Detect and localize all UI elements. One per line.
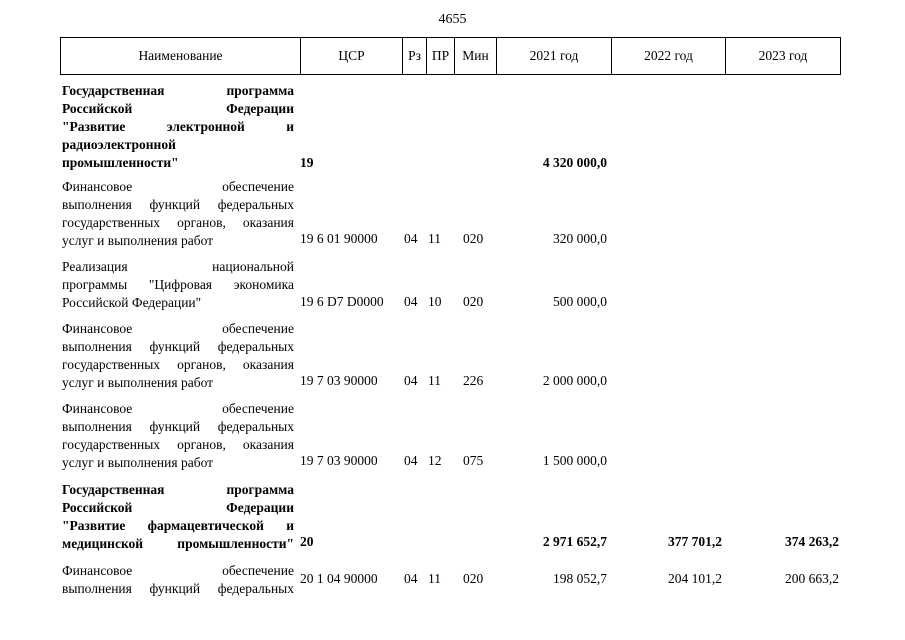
row-min: 020 xyxy=(463,571,484,586)
row-2023: 200 663,2 xyxy=(785,571,839,586)
row-pr: 12 xyxy=(428,453,442,468)
row-name-line: государственных органов, оказания xyxy=(62,437,294,452)
row-csr: 19 7 03 90000 xyxy=(300,373,378,388)
row-2022: 377 701,2 xyxy=(668,534,722,549)
row-name-line: "Развитие фармацевтической и xyxy=(62,518,294,533)
row-2021: 4 320 000,0 xyxy=(542,155,607,170)
row-name xyxy=(62,320,294,392)
row-csr: 19 xyxy=(300,155,314,170)
row-name-line: "Развитие электронной и xyxy=(62,119,294,134)
row-name xyxy=(62,562,294,598)
row-name-line: Государственная программа xyxy=(62,482,294,497)
row-2021: 2 971 652,7 xyxy=(542,534,607,549)
row-name-line: услуг и выполнения работ xyxy=(62,375,214,390)
row-name-line: радиоэлектронной xyxy=(62,137,176,152)
row-name-line: Финансовое обеспечение xyxy=(62,321,294,336)
header-2021: 2021 год xyxy=(497,38,612,74)
row-min: 226 xyxy=(463,373,484,388)
row-name-line: программы "Цифровая экономика xyxy=(62,277,294,292)
page-number: 4655 xyxy=(438,12,467,27)
row-min: 020 xyxy=(463,294,484,309)
row-rz: 04 xyxy=(404,294,418,309)
row-2021: 500 000,0 xyxy=(553,294,607,309)
row-min: 075 xyxy=(463,453,484,468)
row-name-line: Финансовое обеспечение xyxy=(62,401,294,416)
row-name-line: выполнения функций федеральных xyxy=(62,197,294,212)
row-name-line: Реализация национальной xyxy=(62,259,294,274)
row-rz: 04 xyxy=(404,373,418,388)
header-pr: ПР xyxy=(427,38,455,74)
row-2021: 2 000 000,0 xyxy=(542,373,607,388)
row-name-line: Финансовое обеспечение xyxy=(62,563,294,578)
row-pr: 11 xyxy=(428,373,441,388)
header-2022: 2022 год xyxy=(612,38,726,74)
row-name-line: государственных органов, оказания xyxy=(62,215,294,230)
row-name-line: Российской Федерации xyxy=(62,101,294,116)
row-name-line: выполнения функций федеральных xyxy=(62,581,294,596)
header-csr: ЦСР xyxy=(301,38,403,74)
row-rz: 04 xyxy=(404,453,418,468)
row-name-line: услуг и выполнения работ xyxy=(62,233,214,248)
row-rz: 04 xyxy=(404,571,418,586)
row-name-line: выполнения функций федеральных xyxy=(62,419,294,434)
row-name-line: Российской Федерации xyxy=(62,500,294,515)
row-name-line: Финансовое обеспечение xyxy=(62,179,294,194)
header-name: Наименование xyxy=(61,38,301,74)
table-header xyxy=(60,37,841,75)
row-name-line: промышленности" xyxy=(62,155,179,170)
row-name-line: Российской Федерации" xyxy=(62,295,202,310)
row-rz: 04 xyxy=(404,231,418,246)
row-name xyxy=(62,178,294,250)
row-csr: 20 1 04 90000 xyxy=(300,571,378,586)
row-name-line: выполнения функций федеральных xyxy=(62,339,294,354)
row-csr: 20 xyxy=(300,534,314,549)
header-rz: Рз xyxy=(403,38,427,74)
row-2022: 204 101,2 xyxy=(668,571,722,586)
row-pr: 11 xyxy=(428,231,441,246)
row-min: 020 xyxy=(463,231,484,246)
row-name xyxy=(62,400,294,472)
row-2021: 198 052,7 xyxy=(553,571,607,586)
row-name-line: услуг и выполнения работ xyxy=(62,455,214,470)
row-2023: 374 263,2 xyxy=(785,534,839,549)
row-pr: 11 xyxy=(428,571,441,586)
row-name xyxy=(62,82,294,172)
row-name xyxy=(62,481,294,553)
row-csr: 19 7 03 90000 xyxy=(300,453,378,468)
row-2021: 320 000,0 xyxy=(553,231,607,246)
row-csr: 19 6 01 90000 xyxy=(300,231,378,246)
row-pr: 10 xyxy=(428,294,442,309)
row-name-line: медицинской промышленности" xyxy=(62,536,294,551)
row-csr: 19 6 D7 D0000 xyxy=(300,294,384,309)
row-name xyxy=(62,258,294,312)
row-name-line: Государственная программа xyxy=(62,83,294,98)
header-min: Мин xyxy=(455,38,497,74)
row-2021: 1 500 000,0 xyxy=(542,453,607,468)
row-name-line: государственных органов, оказания xyxy=(62,357,294,372)
header-2023: 2023 год xyxy=(758,48,808,63)
